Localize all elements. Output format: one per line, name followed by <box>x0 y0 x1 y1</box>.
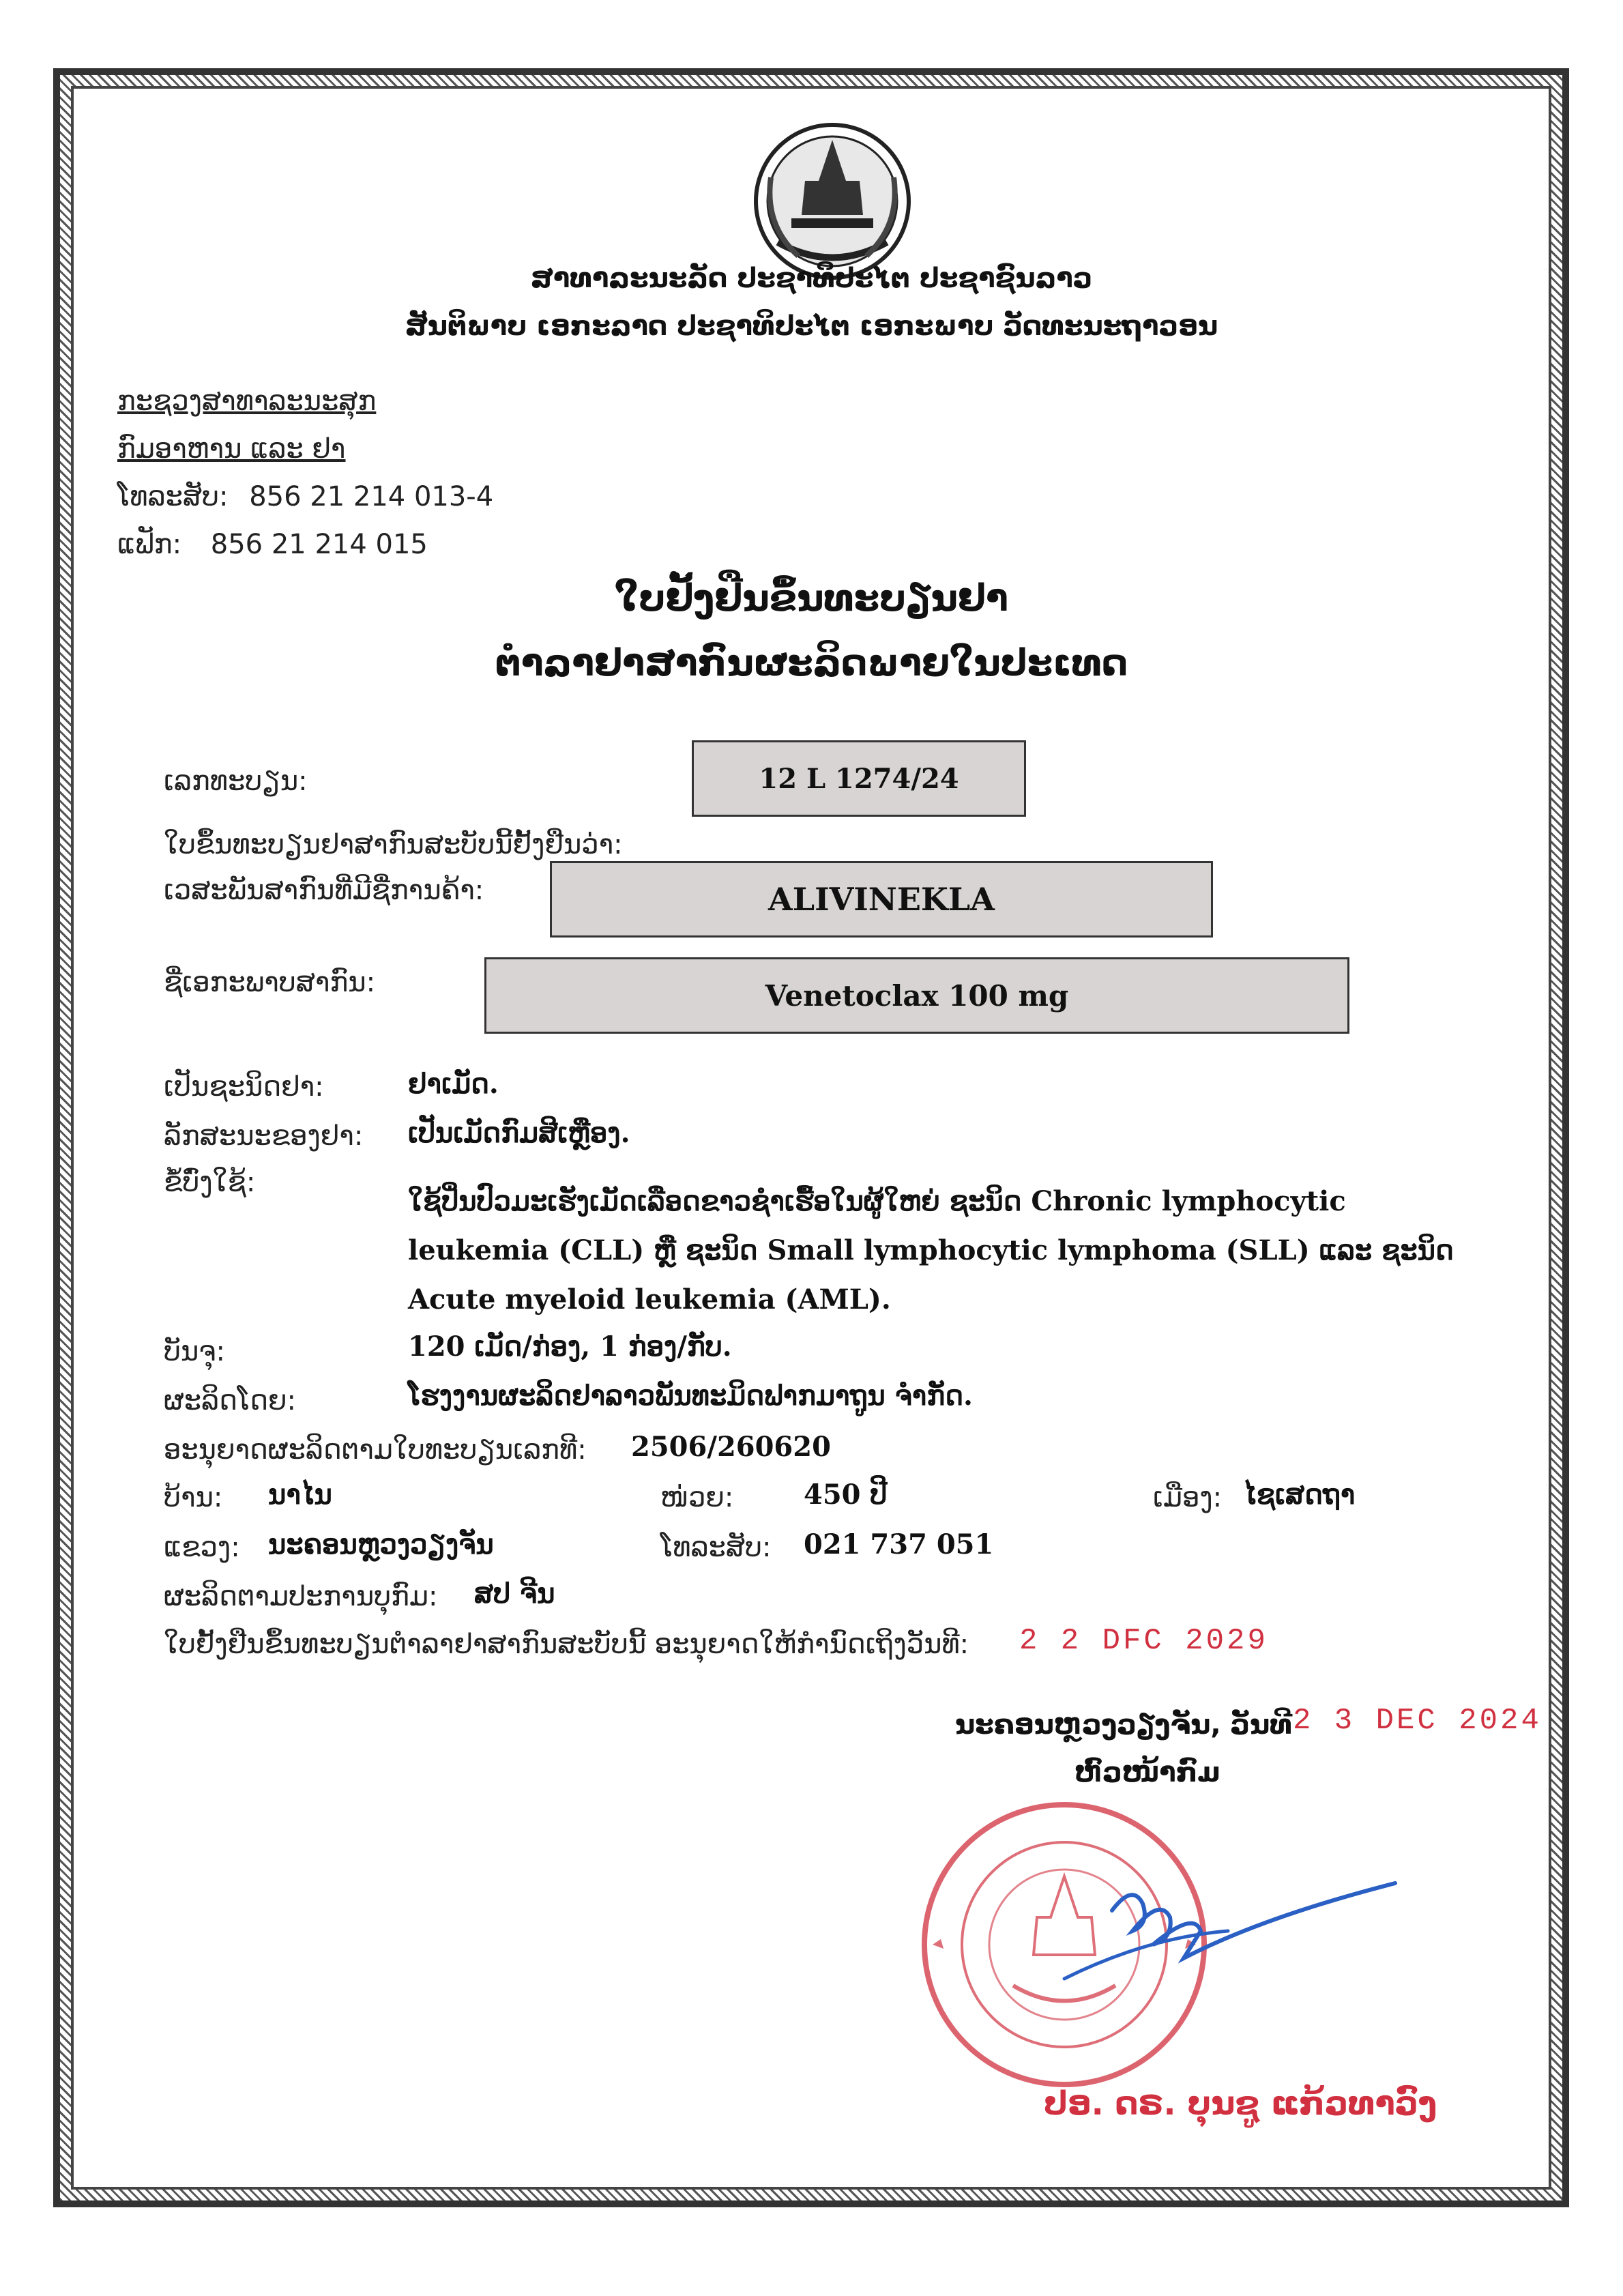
tel-label: ໂທລະສັບ: <box>660 1532 772 1563</box>
national-motto: ສັນຕິພາບ ເອກະລາດ ປະຊາທິປະໄຕ ເອກະພາບ ວັດທະນະຖາວອນ <box>405 310 1218 342</box>
district-label: ເມືອງ: <box>1153 1482 1223 1513</box>
issuer-phone: 856 21 214 013-4 <box>249 481 494 512</box>
form-label: ເປັນຊະນິດຢາ: <box>164 1071 324 1103</box>
reg-no-box: 12 L 1274/24 <box>692 740 1026 817</box>
appearance-value: ເປັນເມັດກົມສີເຫຼືອງ. <box>408 1117 630 1149</box>
validity-text: ໃບຢັ້ງຢືນຂຶ້ນທະບຽນຕຳລາຢາສາກົນສະບັບນີ້ ອະນຸຍາດໃຫ້ກຳນົດເຖິງວັນທີ: <box>164 1629 969 1660</box>
indication-label: ຂໍ້ບົ່ງໃຊ້: <box>164 1167 256 1198</box>
standard-label: ຜະລິດຕາມປະການບຸກົມ: <box>164 1581 438 1612</box>
appearance-label: ລັກສະນະຂອງຢາ: <box>164 1120 364 1152</box>
republic-name: ສາທາລະນະລັດ ປະຊາທິປະໄຕ ປະຊາຊົນລາວ <box>530 263 1093 294</box>
signer-name: ປອ. ດຣ. ບຸນຊູ ແກ້ວທາວົງ <box>1044 2084 1437 2123</box>
ministry-name: ກະຊວງສາທາລະນະສຸກ <box>117 386 377 417</box>
village-value: ນາໄນ <box>268 1479 332 1511</box>
form-value: ຢາເມັດ. <box>408 1068 499 1100</box>
generic-label: ຊື່ເອກະພາບສາກົນ: <box>164 967 376 998</box>
unit-value: 450 ປີ <box>804 1479 888 1511</box>
document-subtitle: ຕຳລາຢາສາກົນຜະລິດພາຍໃນປະເທດ <box>495 641 1128 684</box>
brand-label: ເວສະພັນສາກົນທີ່ມີຊື່ການຄ້າ: <box>164 875 484 906</box>
district-value: ໄຊເສດຖາ <box>1243 1479 1356 1511</box>
generic-box: Venetoclax 100 mg <box>484 957 1349 1034</box>
national-emblem-icon <box>744 116 921 287</box>
issuer-fax-row <box>117 529 428 560</box>
maker-label: ຜະລິດໂດຍ: <box>164 1385 297 1416</box>
issue-date-stamp: 2 3 DEC 2024 <box>1293 1704 1542 1738</box>
license-value: 2506/260620 <box>631 1431 831 1463</box>
reg-no-label: ເລກທະບຽນ: <box>164 766 308 797</box>
tel-value: 021 737 051 <box>804 1528 994 1560</box>
brand-box: ALIVINEKLA <box>550 861 1213 938</box>
province-value: ນະຄອນຫຼວງວຽງຈັນ <box>268 1528 494 1560</box>
signature-icon <box>1023 1856 1405 2006</box>
issuer-phone-label: ໂທລະສັບ: <box>117 481 229 512</box>
indication-value: ໃຊ້ປິ່ນປົວມະເຮັງເມັດເລືອດຂາວຊຳເຮື້ອໃນຜູ້ໃຫຍ່ ຊະນິດ Chronic lymphocytic leukemia (CLL) ຫຼື ຊະນິດ Small lymphocytic lymphoma (SLL) ແລະ ຊະນິດ Acute myeloid leukemia (AML). <box>408 1185 1454 1316</box>
maker-value: ໂຮງງານຜະລິດຢາລາວພັນທະມິດຟາກມາຖູນ ຈຳກັດ. <box>408 1380 973 1412</box>
pack-label: ບັນຈຸ: <box>164 1336 225 1367</box>
place-date-label: ນະຄອນຫຼວງວຽງຈັນ, ວັນທີ <box>955 1709 1293 1741</box>
signer-role: ຫົວໜ້າກົມ <box>1074 1757 1220 1788</box>
department-name: ກົມອາຫານ ແລະ ຢາ <box>117 433 346 465</box>
unit-label: ໜ່ວຍ: <box>660 1482 734 1513</box>
pack-value: 120 ເມັດ/ກ່ອງ, 1 ກ່ອງ/ກັບ. <box>408 1331 732 1363</box>
license-label: ອະນຸຍາດຜະລິດຕາມໃບທະບຽນເລກທີ: <box>164 1434 587 1466</box>
issuer-phone-row <box>117 481 493 512</box>
document-title: ໃບຢັ້ງຢືນຂຶ້ນທະບຽນຢາ <box>615 577 1008 620</box>
village-label: ບ້ານ: <box>164 1482 223 1513</box>
issuer-fax-label: ແຟັກ: <box>117 529 182 560</box>
province-label: ແຂວງ: <box>164 1532 240 1563</box>
validity-date-stamp: 2 2 DFC 2029 <box>1019 1624 1268 1658</box>
standard-value: ສປ ຈີນ <box>474 1578 555 1610</box>
certify-text: ໃບຂຶ້ນທະບຽນຢາສາກົນສະບັບນີ້ຢັ້ງຢືນວ່າ: <box>164 829 623 860</box>
issuer-fax: 856 21 214 015 <box>210 529 428 560</box>
